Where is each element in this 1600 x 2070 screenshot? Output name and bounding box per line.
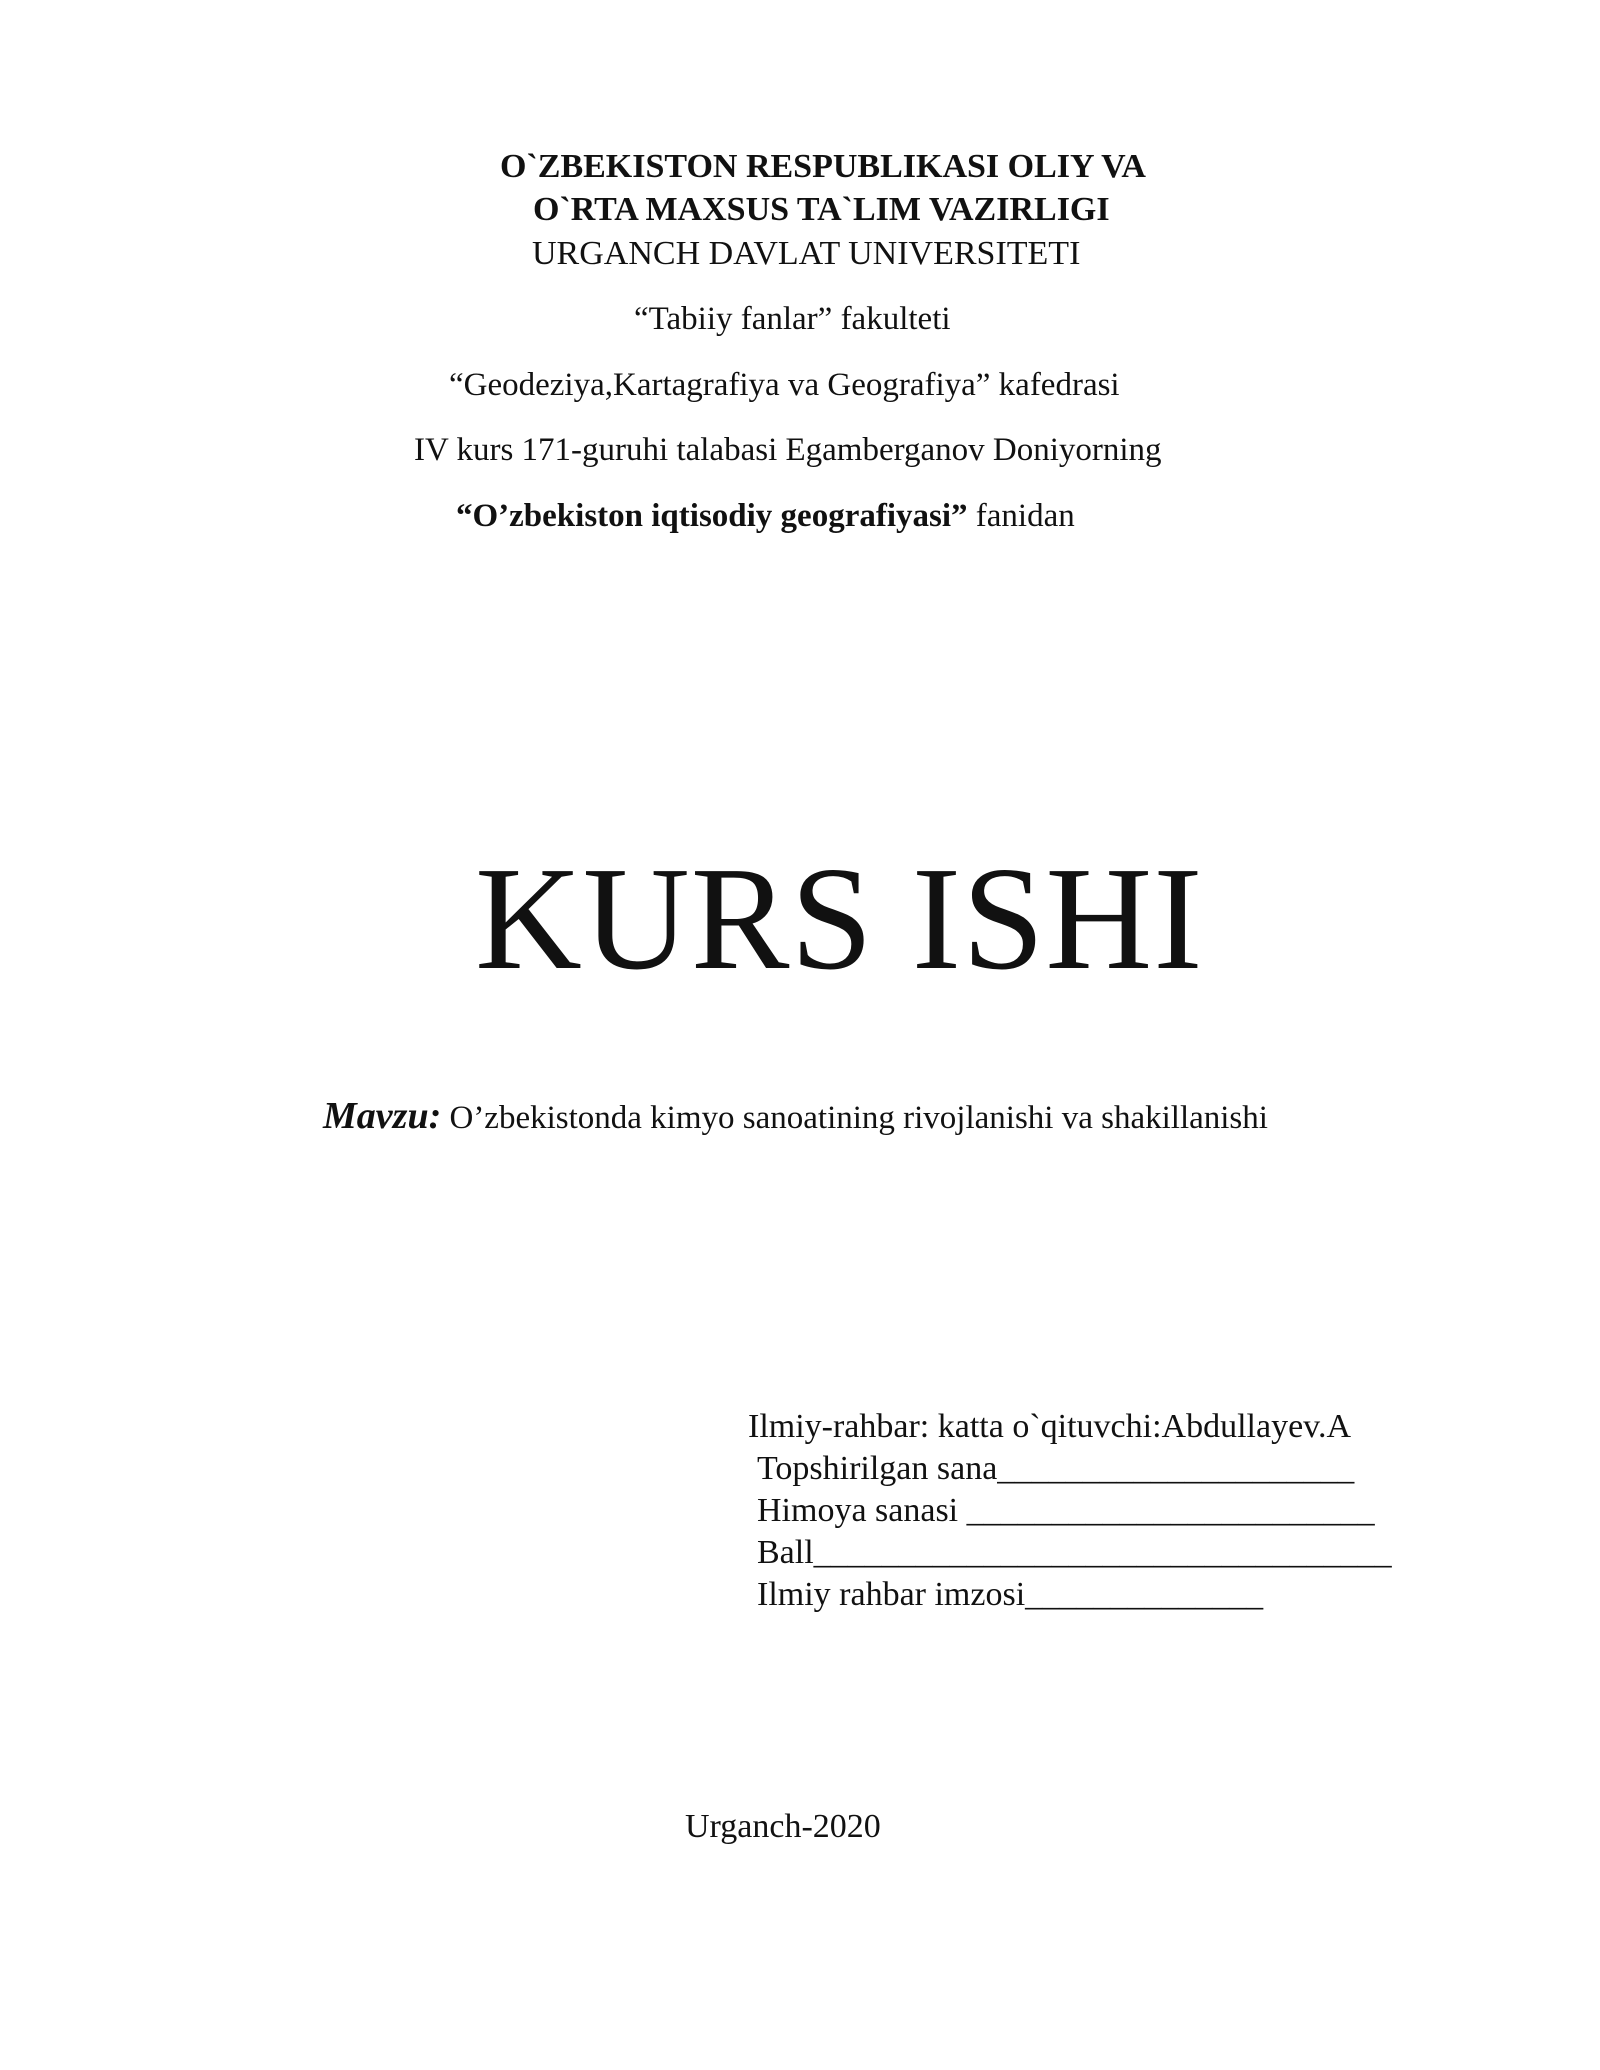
university-name: URGANCH DAVLAT UNIVERSITETI (532, 235, 1081, 272)
department-name: “Geodeziya,Kartagrafiya va Geografiya” kafedrasi (449, 367, 1120, 403)
subject-suffix: fanidan (967, 498, 1075, 534)
supervisor-signature-field: Ilmiy rahbar imzosi______________ (757, 1576, 1264, 1613)
supervisor-field: Ilmiy-rahbar: katta o`qituvchi:Abdullayev.A (748, 1408, 1352, 1445)
ministry-line-1: O`ZBEKISTON RESPUBLIKASI OLIY VA (500, 148, 1146, 185)
topic-line (323, 1097, 1268, 1135)
score-field: Ball__________________________________ (757, 1534, 1392, 1571)
submission-date-field: Topshirilgan sana_____________________ (757, 1450, 1355, 1487)
place-year: Urganch-2020 (685, 1808, 881, 1845)
subject-name: “O’zbekiston iqtisodiy geografiyasi” (456, 498, 968, 534)
faculty-name: “Tabiiy fanlar” fakulteti (634, 301, 951, 337)
defense-date-field: Himoya sanasi ________________________ (757, 1492, 1375, 1529)
ministry-line-2: O`RTA MAXSUS TA`LIM VAZIRLIGI (533, 191, 1110, 228)
document-title: KURS ISHI (475, 837, 1204, 1001)
student-line: IV kurs 171-guruhi talabasi Egamberganov Doniyorning (414, 432, 1162, 468)
topic-text: O’zbekistonda kimyo sanoatining rivojlanishi va shakillanishi (441, 1100, 1268, 1136)
topic-label: Mavzu: (323, 1095, 442, 1137)
subject-line (456, 500, 1075, 533)
